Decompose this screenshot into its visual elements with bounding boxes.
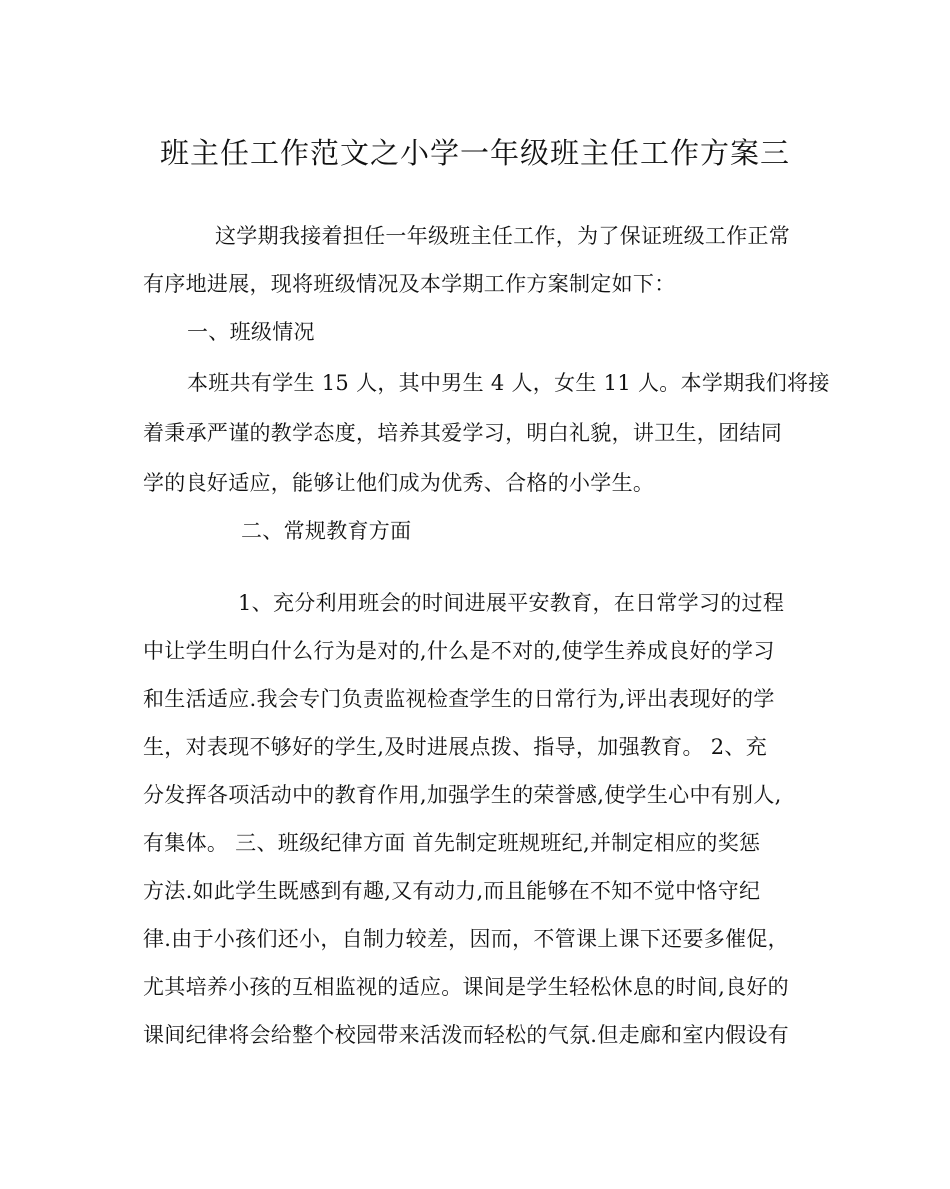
paragraph-line-12: 分发挥各项活动中的教育作用,加强学生的荣誉感,使学生心中有别人, [143, 783, 782, 807]
section-heading-class-situation: 一、班级情况 [187, 320, 315, 344]
section-heading-routine-education: 二、常规教育方面 [241, 519, 412, 543]
paragraph-line-15: 律.由于小孩们还小，自制力较差，因而，不管课上课下还要多催促， [143, 927, 789, 951]
paragraph-line-4: 本班共有学生 15 人，其中男生 4 人，女生 11 人。本学期我们将接 [187, 371, 830, 395]
paragraph-line-13: 有集体。 三、班级纪律方面 首先制定班规班纪,并制定相应的奖惩 [143, 831, 761, 855]
document-title: 班主任工作范文之小学一年级班主任工作方案三 [159, 136, 790, 170]
paragraph-line-1: 这学期我接着担任一年级班主任工作，为了保证班级工作正常 [215, 224, 791, 248]
paragraph-line-14: 方法.如此学生既感到有趣,又有动力,而且能够在不知不觉中恪守纪 [143, 879, 761, 903]
paragraph-line-8: 1、充分利用班会的时间进展平安教育，在日常学习的过程 [238, 591, 785, 615]
paragraph-line-6: 学的良好适应，能够让他们成为优秀、合格的小学生。 [143, 471, 655, 495]
paragraph-line-10: 和生活适应.我会专门负责监视检查学生的日常行为,评出表现好的学 [143, 687, 775, 711]
paragraph-line-16: 尤其培养小孩的互相监视的适应。课间是学生轻松休息的时间,良好的 [143, 975, 789, 999]
paragraph-line-2: 有序地进展，现将班级情况及本学期工作方案制定如下： [143, 272, 676, 296]
paragraph-line-5: 着秉承严谨的教学态度，培养其爱学习，明白礼貌，讲卫生，团结同 [143, 421, 782, 445]
paragraph-line-11: 生，对表现不够好的学生,及时进展点拨、指导，加强教育。 2、充 [143, 735, 768, 759]
paragraph-line-9: 中让学生明白什么行为是对的,什么是不对的,使学生养成良好的学习 [143, 639, 775, 663]
paragraph-line-17: 课间纪律将会给整个校园带来活泼而轻松的气氛.但走廊和室内假设有 [143, 1023, 789, 1047]
